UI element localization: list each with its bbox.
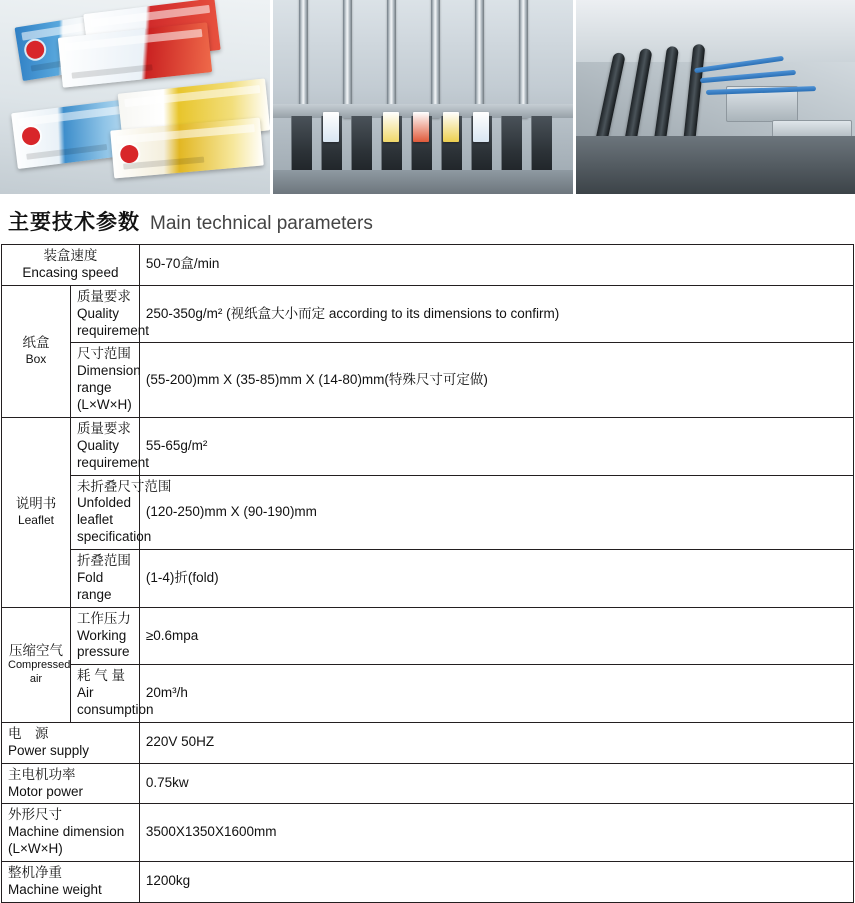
row-value: 0.75kw	[139, 763, 853, 804]
page-title-cn: 主要技术参数	[8, 211, 140, 234]
row-group-cn: 压缩空气	[8, 642, 63, 658]
page-title-en: Main technical parameters	[150, 213, 373, 234]
row-value: 20m³/h	[139, 665, 853, 723]
table-row	[2, 550, 854, 608]
table-row	[2, 665, 854, 723]
row-item-cn: 工作压力	[76, 610, 131, 626]
row-item	[2, 862, 140, 903]
row-value: 1200kg	[139, 862, 853, 903]
row-item-cn: 质量要求	[76, 288, 131, 304]
section-title	[0, 194, 855, 244]
row-item	[70, 417, 149, 475]
feeder-rod	[299, 0, 308, 118]
table-row	[2, 722, 854, 763]
row-value: ≥0.6mpa	[139, 607, 853, 665]
table-row	[2, 862, 854, 903]
row-item-en: Air consumption	[76, 685, 154, 717]
row-group-en: Box	[25, 352, 47, 367]
row-item	[70, 665, 154, 723]
specifications-table	[1, 244, 854, 903]
carton-pocket	[351, 116, 372, 178]
row-item-cn: 未折叠尺寸范围	[76, 478, 172, 494]
row-item	[70, 475, 172, 550]
row-item	[2, 763, 140, 804]
row-item	[70, 607, 139, 665]
row-value: (1-4)折(fold)	[139, 550, 853, 608]
row-value: (120-250)mm X (90-190)mm	[139, 475, 853, 550]
carton-pocket	[501, 116, 522, 178]
carton	[413, 112, 429, 142]
row-item-cn: 耗 气 量	[76, 668, 125, 684]
table-row	[2, 285, 854, 343]
row-value: 250-350g/m² (视纸盒大小而定 according to its dimensions to confirm)	[139, 285, 853, 343]
photo-strip	[0, 0, 855, 194]
gripper-arms-photo	[576, 0, 855, 194]
row-item-cn: 主电机功率	[8, 766, 76, 782]
carton	[443, 112, 459, 142]
row-value: 55-65g/m²	[139, 417, 853, 475]
row-item-en: Motor power	[8, 783, 84, 799]
feeder-rod	[475, 0, 484, 118]
row-item-en: Power supply	[8, 742, 90, 758]
table-row	[2, 763, 854, 804]
row-item-en: Machine weight	[8, 881, 102, 897]
row-item-cn: 整机净重	[8, 865, 62, 880]
row-item	[70, 285, 149, 343]
carton	[473, 112, 489, 142]
row-group-box	[2, 285, 71, 417]
table-row	[2, 804, 854, 862]
conveyor-belt	[576, 136, 855, 194]
row-item-en: Quality requirement	[76, 437, 149, 470]
row-value: 220V 50HZ	[139, 722, 853, 763]
row-item-cn: 电 源	[8, 725, 49, 741]
row-item-cn: 质量要求	[76, 420, 131, 436]
row-item-en: Working pressure	[76, 627, 130, 660]
row-item-cn: 外形尺寸	[8, 807, 62, 823]
row-value: (55-200)mm X (35-85)mm X (14-80)mm(特殊尺寸可定做)	[139, 343, 853, 418]
row-group-cn: 纸盒	[22, 335, 50, 351]
row-group-en: Compressed air	[8, 659, 71, 686]
row-item	[2, 722, 140, 763]
row-item-en: Fold range	[76, 569, 112, 602]
row-group-en: Leaflet	[17, 513, 54, 528]
row-value: 50-70盒/min	[139, 245, 853, 286]
feeder-rod	[519, 0, 528, 118]
row-item-en: Quality requirement	[76, 305, 149, 338]
row-value: 3500X1350X1600mm	[139, 804, 853, 862]
row-item-en: Machine dimension (L×W×H)	[8, 824, 125, 857]
row-group-cn: 说明书	[15, 496, 57, 512]
row-item-en: Encasing speed	[22, 264, 119, 280]
table-row	[2, 245, 854, 286]
table-row	[2, 475, 854, 550]
row-item-cn: 装盒速度	[43, 248, 98, 263]
machine-rail	[273, 170, 573, 194]
cartoning-machine-photo	[273, 0, 573, 194]
table-row	[2, 417, 854, 475]
row-item	[2, 245, 140, 286]
carton	[383, 112, 399, 142]
feeder-rod	[387, 0, 396, 118]
blade-boxes-photo	[0, 0, 270, 194]
row-group-leaflet	[2, 417, 71, 607]
row-item-cn: 尺寸范围	[76, 346, 131, 362]
carton-pocket	[291, 116, 312, 178]
feeder-rod	[431, 0, 440, 118]
table-row	[2, 607, 854, 665]
row-item-cn: 折叠范围	[76, 553, 131, 568]
carton	[323, 112, 339, 142]
row-item	[70, 343, 139, 418]
row-item	[2, 804, 140, 862]
carton-pocket	[531, 116, 552, 178]
feeder-rod	[343, 0, 352, 118]
row-item-en: Dimension range (L×W×H)	[76, 363, 141, 412]
row-item-en: Unfolded leaflet specification	[76, 495, 152, 545]
row-item	[70, 550, 139, 608]
table-row	[2, 343, 854, 418]
row-group-compressed-air	[2, 607, 71, 722]
